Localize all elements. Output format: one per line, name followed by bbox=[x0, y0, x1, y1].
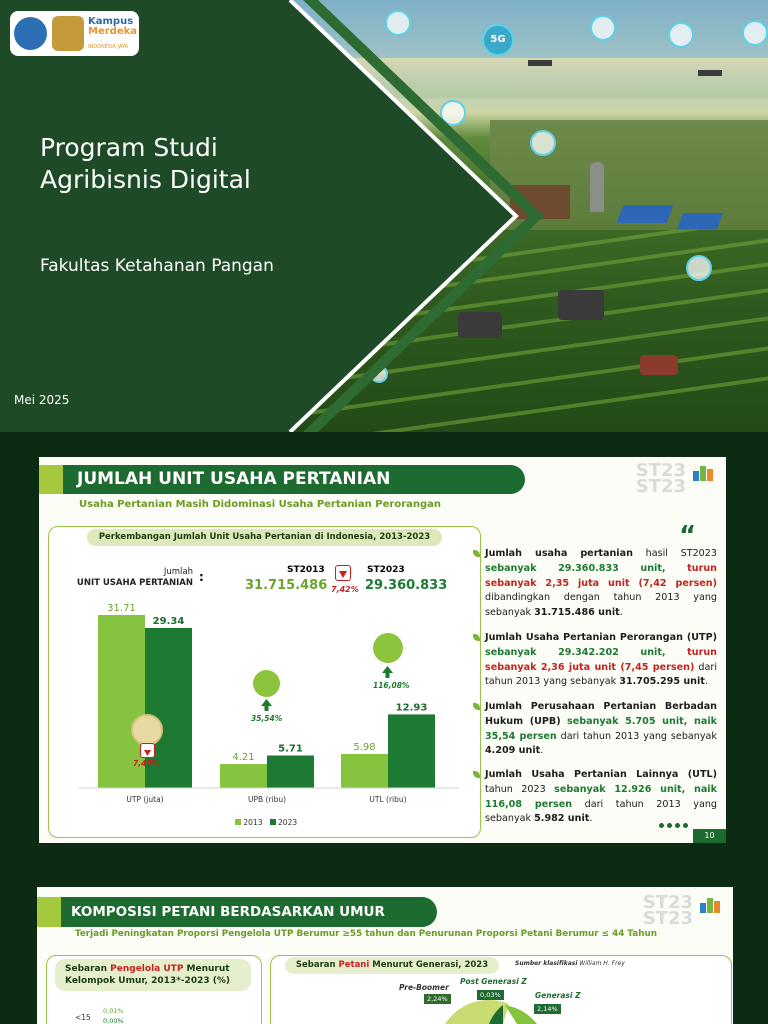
gen-value-postgenz: 0,03% bbox=[477, 990, 504, 1000]
kemendikbud-logo-icon bbox=[14, 17, 47, 50]
date-label: Mei 2025 bbox=[14, 393, 70, 407]
bar-2013-2 bbox=[341, 754, 388, 788]
age-row-label: <15 bbox=[75, 1013, 91, 1022]
change-percent: 7,42% bbox=[331, 585, 359, 594]
bps-logo-icon bbox=[692, 463, 714, 483]
university-logo-icon bbox=[52, 16, 84, 51]
category-label: UTL (ribu) bbox=[369, 795, 407, 804]
colon: : bbox=[199, 570, 204, 584]
slide-header: KOMPOSISI PETANI BERDASARKAN UMUR bbox=[61, 897, 437, 927]
bar-2023-2 bbox=[388, 714, 435, 788]
age-value-2023: 0,00% bbox=[103, 1017, 124, 1024]
legend-swatch-2023 bbox=[270, 819, 276, 825]
age-value-2013: 0,01% bbox=[103, 1007, 124, 1015]
logo bbox=[10, 11, 139, 56]
bar-value-label: 5.98 bbox=[353, 741, 376, 753]
jumlah-label: Jumlah UNIT USAHA PERTANIAN bbox=[76, 567, 193, 588]
bullet-2: Jumlah Usaha Pertanian Perorangan (UTP) sebanyak 29.342.202 unit, turun sebanyak 2,36 juta unit (7,45 persen) dari tahun 2013 yang sebanyak 31.705.295 unit. bbox=[485, 631, 717, 690]
pagination-dots bbox=[656, 813, 688, 832]
st2023-label: ST2023 bbox=[367, 565, 405, 575]
faculty-name: Fakultas Ketahanan Pangan bbox=[40, 256, 274, 276]
bar-value-label: 12.93 bbox=[395, 702, 428, 714]
st2023-watermark: ST23 ST23 bbox=[642, 892, 693, 929]
logo-tagline: INDONESIA JAYA bbox=[88, 44, 129, 50]
bar-chart bbox=[39, 457, 484, 843]
donut-slice bbox=[505, 1005, 537, 1024]
slide-header: JUMLAH UNIT USAHA PERTANIAN bbox=[63, 465, 525, 494]
slide-komposisi-petani bbox=[37, 887, 733, 1024]
generation-donut bbox=[37, 887, 733, 1024]
quote-icon: “ bbox=[679, 521, 697, 551]
page-number: 10 bbox=[693, 829, 726, 843]
slide-unit-usaha bbox=[39, 457, 726, 843]
gen-label-preboomer: Pre-Boomer bbox=[399, 983, 449, 992]
gen-value-preboomer: 2,24% bbox=[424, 994, 451, 1004]
category-label: UTP (juta) bbox=[126, 795, 164, 804]
farmers-group-icon bbox=[373, 633, 403, 663]
utl-change: 116,08% bbox=[373, 681, 410, 690]
bullet-1: Jumlah usaha pertanian hasil ST2023 sebanyak 29.360.833 unit, turun sebanyak 2,35 juta unit (7,42 persen) dibandingkan dengan tahun 2013 yang sebanyak 31.715.486 unit. bbox=[485, 547, 717, 621]
st2013-value: 31.715.486 bbox=[245, 578, 328, 593]
chart-title: Perkembangan Jumlah Unit Usaha Pertanian di Indonesia, 2013-2023 bbox=[87, 529, 442, 546]
down-arrow-icon bbox=[140, 743, 155, 758]
category-label: UPB (ribu) bbox=[247, 795, 287, 804]
right-panel-title: Sebaran Petani Menurut Generasi, 2023 bbox=[285, 957, 499, 974]
bullet-3: Jumlah Perusahaan Pertanian Berbadan Hukum (UPB) sebanyak 5.705 unit, naik 35,54 persen dari tahun 2013 yang sebanyak 4.209 unit. bbox=[485, 700, 717, 759]
up-arrow-icon bbox=[260, 697, 273, 711]
company-icon bbox=[253, 670, 280, 697]
up-arrow-icon bbox=[381, 664, 394, 678]
slide-subheader: Usaha Pertanian Masih Didominasi Usaha Pertanian Perorangan bbox=[79, 499, 442, 510]
bullet-4: Jumlah Usaha Pertanian Lainnya (UTL) tahun 2023 sebanyak 12.926 unit, naik 116,08 persen dari tahun 2013 yang sebanyak 5.982 unit. bbox=[485, 768, 717, 827]
page-title: Program Studi Agribisnis Digital bbox=[40, 133, 251, 194]
st2023-value: 29.360.833 bbox=[365, 578, 448, 593]
chevron-shape bbox=[0, 0, 768, 432]
st2023-watermark: ST23 ST23 bbox=[635, 460, 686, 497]
bar-2013-1 bbox=[220, 764, 267, 788]
source-note: Sumber klasifikasi William H. Frey bbox=[515, 960, 625, 967]
kampus-merdeka-logo: Kampus Merdeka bbox=[88, 16, 138, 37]
left-panel-title: Sebaran Pengelola UTP Menurut Kelompok Umur, 2013*-2023 (%) bbox=[55, 959, 251, 991]
farmer-icon bbox=[131, 714, 163, 746]
legend-swatch-2013 bbox=[235, 819, 241, 825]
slide-subheader: Terjadi Peningkatan Proporsi Pengelola UTP Berumur ≥55 tahun dan Penurunan Proporsi Petani Berumur ≤ 44 Tahun bbox=[75, 929, 657, 939]
gen-label-genz: Generasi Z bbox=[535, 991, 581, 1000]
upb-change: 35,54% bbox=[251, 714, 283, 723]
chart-legend: 2013 2023 bbox=[235, 818, 297, 827]
bar-value-label: 31.71 bbox=[107, 603, 136, 614]
bar-value-label: 4.21 bbox=[232, 752, 255, 764]
5g-icon: 5G bbox=[482, 24, 514, 56]
st2013-label: ST2013 bbox=[287, 565, 325, 575]
gen-value-genz: 2,14% bbox=[534, 1004, 561, 1014]
bar-value-label: 29.34 bbox=[152, 615, 185, 627]
bar-value-label: 5.71 bbox=[278, 743, 303, 755]
utp-change: 7,45% bbox=[133, 759, 160, 768]
title-slide bbox=[0, 0, 768, 432]
gen-label-postgenz: Post Generasi Z bbox=[460, 977, 527, 986]
bar-2023-1 bbox=[267, 756, 314, 788]
